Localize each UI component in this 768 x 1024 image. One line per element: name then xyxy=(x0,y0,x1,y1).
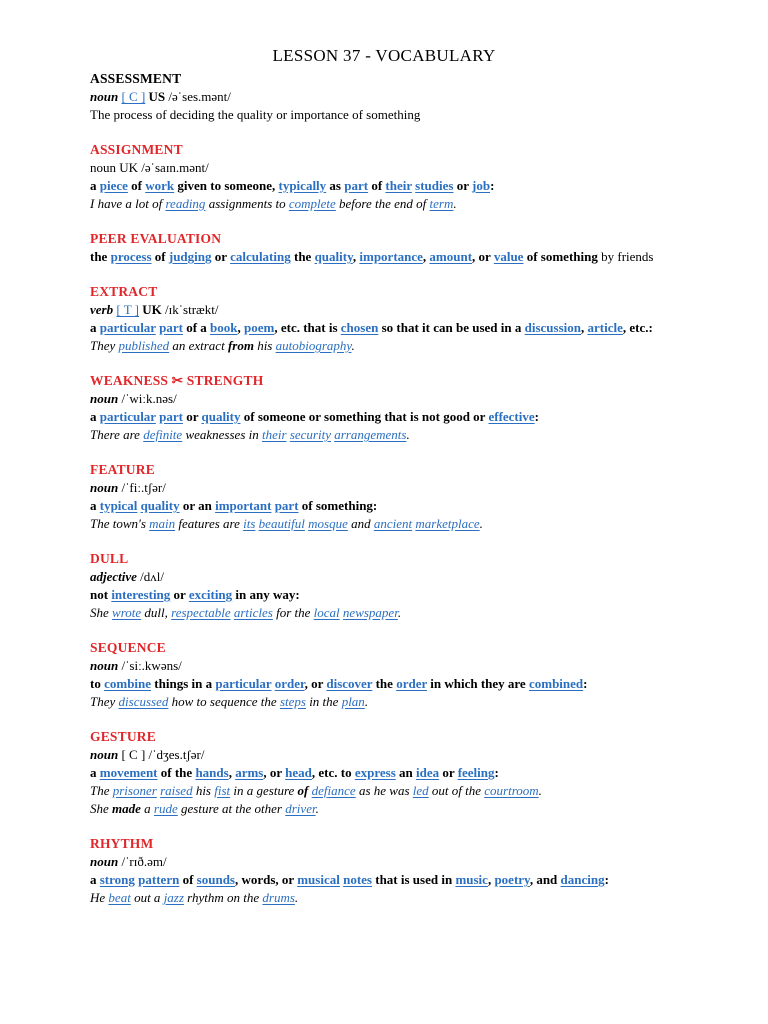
headword: ASSIGNMENT xyxy=(90,142,183,157)
text-run: or xyxy=(453,178,472,193)
dictionary-link[interactable]: ancient xyxy=(373,516,413,531)
dictionary-link[interactable]: quality xyxy=(314,249,353,264)
part-of-speech: verb xyxy=(90,302,114,317)
text-run: /dʌl/ xyxy=(136,569,165,584)
dictionary-link[interactable]: order xyxy=(274,676,305,691)
headword: WEAKNESS xyxy=(90,373,169,388)
dictionary-link[interactable]: arms xyxy=(235,765,264,780)
text-run: of something xyxy=(523,249,602,264)
keyword-bold: from xyxy=(227,338,254,353)
text-run: of xyxy=(151,249,169,264)
dictionary-link[interactable]: local xyxy=(313,605,340,620)
headword: DULL xyxy=(90,551,129,566)
part-of-speech: noun xyxy=(90,747,119,762)
text-run: She xyxy=(90,605,113,620)
text-run: , etc. that is xyxy=(274,320,341,335)
dictionary-link[interactable]: arrangements xyxy=(334,427,407,442)
part-of-speech: adjective xyxy=(90,569,137,584)
dictionary-link[interactable]: music xyxy=(455,872,488,887)
text-run: The xyxy=(90,783,113,798)
headword-line xyxy=(90,835,678,853)
headword-line xyxy=(90,550,678,568)
dictionary-link[interactable]: articles xyxy=(233,605,273,620)
dictionary-link[interactable]: process xyxy=(110,249,152,264)
text-run: in which they are xyxy=(427,676,529,691)
dictionary-link[interactable]: their xyxy=(262,427,287,442)
example-sentence xyxy=(90,889,678,907)
text-run: , xyxy=(228,765,236,780)
text-run: . xyxy=(406,427,410,442)
text-run: , or xyxy=(304,676,327,691)
text-run: out of the xyxy=(428,783,485,798)
text-run: or xyxy=(182,409,202,424)
text-run: given to someone, xyxy=(174,178,279,193)
dictionary-link[interactable]: work xyxy=(145,178,175,193)
headword: RHYTHM xyxy=(90,836,154,851)
headword: FEATURE xyxy=(90,462,155,477)
dictionary-link[interactable]: led xyxy=(412,783,429,798)
headword-line xyxy=(90,141,678,159)
text-run: There are xyxy=(90,427,144,442)
text-run: . xyxy=(364,694,369,709)
vocabulary-entry xyxy=(90,835,678,907)
dictionary-link[interactable]: calculating xyxy=(230,249,291,264)
keyword-bold: made xyxy=(112,801,141,816)
keyword-bold: of xyxy=(297,783,309,798)
headword-line xyxy=(90,461,678,479)
dictionary-link[interactable]: its xyxy=(243,516,256,531)
dictionary-link[interactable]: musical xyxy=(297,872,340,887)
definition xyxy=(90,497,678,515)
definition xyxy=(90,871,678,889)
dictionary-link[interactable]: strong xyxy=(99,872,135,887)
text-run: The process of deciding the quality or importance of something xyxy=(90,107,421,122)
dictionary-link[interactable]: term xyxy=(429,196,454,211)
dictionary-link[interactable]: mosque xyxy=(308,516,348,531)
text-run: the xyxy=(90,249,111,264)
text-run: of something: xyxy=(298,498,378,513)
part-of-speech: noun xyxy=(90,480,119,495)
dictionary-link[interactable]: reading xyxy=(165,196,206,211)
grammar-line xyxy=(90,657,678,675)
vocabulary-entry xyxy=(90,461,678,533)
text-run: a xyxy=(90,872,100,887)
grammar-line xyxy=(90,853,678,871)
text-run: how to sequence the xyxy=(168,694,280,709)
text-run: a xyxy=(90,409,100,424)
dictionary-link[interactable]: head xyxy=(285,765,312,780)
text-run: that is used in xyxy=(371,872,456,887)
text-run: and xyxy=(347,516,374,531)
grammar-line xyxy=(90,301,678,319)
text-run: an extract xyxy=(169,338,228,353)
dictionary-link[interactable]: their xyxy=(385,178,412,193)
dictionary-link[interactable]: driver xyxy=(285,801,316,816)
vocabulary-entry xyxy=(90,372,678,444)
text-run: , xyxy=(422,249,430,264)
vocabulary-entry xyxy=(90,639,678,711)
dictionary-link[interactable]: marketplace xyxy=(415,516,480,531)
dictionary-link[interactable]: prisoner xyxy=(112,783,157,798)
definition xyxy=(90,319,678,337)
dictionary-link[interactable]: piece xyxy=(99,178,128,193)
text-run: /ɪkˈstrækt/ xyxy=(161,302,219,317)
text-run: of someone or something that is not good or xyxy=(240,409,489,424)
text-run: : xyxy=(494,765,499,780)
dictionary-link[interactable]: idea xyxy=(416,765,440,780)
text-run: : xyxy=(490,178,495,193)
text-run: a xyxy=(90,178,100,193)
example-sentence xyxy=(90,782,678,800)
dictionary-link[interactable]: courtroom xyxy=(484,783,539,798)
dictionary-link[interactable]: particular xyxy=(215,676,272,691)
text-run: , etc.: xyxy=(622,320,653,335)
text-run: features are xyxy=(175,516,244,531)
dictionary-link[interactable]: combined xyxy=(528,676,584,691)
dictionary-link[interactable]: particular xyxy=(99,320,156,335)
definition xyxy=(90,177,678,195)
text-run: an xyxy=(395,765,417,780)
headword-line xyxy=(90,230,678,248)
headword: SEQUENCE xyxy=(90,640,166,655)
text-run: the xyxy=(290,249,315,264)
text-run: , etc. to xyxy=(311,765,355,780)
dictionary-link[interactable]: part xyxy=(159,320,183,335)
text-run: as he was xyxy=(355,783,413,798)
text-run: his xyxy=(192,783,215,798)
text-run: . xyxy=(397,605,402,620)
text-run: of xyxy=(127,178,146,193)
text-run: , xyxy=(487,872,495,887)
text-run: weaknesses in xyxy=(182,427,262,442)
vocabulary-entry xyxy=(90,550,678,622)
dictionary-link[interactable]: sounds xyxy=(196,872,235,887)
text-run: . xyxy=(351,338,355,353)
text-run: or an xyxy=(179,498,216,513)
vocabulary-entry xyxy=(90,230,678,266)
dictionary-link[interactable]: published xyxy=(118,338,170,353)
definition xyxy=(90,586,678,604)
dictionary-link[interactable]: beautiful xyxy=(258,516,305,531)
dictionary-link[interactable]: movement xyxy=(99,765,158,780)
example-sentence xyxy=(90,800,678,818)
vocabulary-list xyxy=(90,70,678,907)
dictionary-link[interactable]: judging xyxy=(168,249,212,264)
dictionary-link[interactable]: poetry xyxy=(494,872,530,887)
text-run: of xyxy=(368,178,386,193)
text-run: , or xyxy=(472,249,494,264)
dictionary-link[interactable]: newspaper xyxy=(342,605,398,620)
text-run: /ˈwiːk.nəs/ xyxy=(118,391,177,406)
dictionary-link[interactable]: typically xyxy=(278,178,327,193)
text-run: They xyxy=(90,338,119,353)
text-run: of a xyxy=(182,320,211,335)
grammar-code-link[interactable]: [ C ] xyxy=(121,89,146,104)
dictionary-link[interactable]: important xyxy=(215,498,272,513)
page-title: LESSON 37 - VOCABULARY xyxy=(272,46,496,65)
text-run: /ˈfiː.tʃər/ xyxy=(118,480,166,495)
text-run: so that it can be used in a xyxy=(378,320,525,335)
text-run: dull, xyxy=(141,605,172,620)
vocabulary-entry xyxy=(90,283,678,355)
definition xyxy=(90,248,678,266)
text-run: or xyxy=(170,587,189,602)
part-of-speech: noun xyxy=(90,854,119,869)
text-run: a xyxy=(90,498,100,513)
text-run: his xyxy=(253,338,276,353)
text-run: They xyxy=(90,694,119,709)
dictionary-link[interactable]: book xyxy=(210,320,238,335)
part-of-speech: noun xyxy=(90,89,119,104)
text-run: or xyxy=(439,765,458,780)
dictionary-link[interactable]: studies xyxy=(415,178,454,193)
dictionary-link[interactable]: part xyxy=(344,178,369,193)
headword: PEER EVALUATION xyxy=(90,231,222,246)
text-run: . xyxy=(453,196,457,211)
dictionary-link[interactable]: raised xyxy=(160,783,193,798)
dictionary-link[interactable]: respectable xyxy=(171,605,231,620)
example-sentence xyxy=(90,337,678,355)
text-run: : xyxy=(604,872,609,887)
text-run: to xyxy=(90,676,105,691)
definition xyxy=(90,764,678,782)
definition xyxy=(90,106,678,124)
dictionary-link[interactable]: autobiography xyxy=(275,338,352,353)
text-run: assignments to xyxy=(205,196,289,211)
dictionary-link[interactable]: amount xyxy=(429,249,473,264)
headword-line xyxy=(90,283,678,301)
text-run: : xyxy=(534,409,539,424)
dictionary-link[interactable]: particular xyxy=(99,409,156,424)
dictionary-link[interactable]: defiance xyxy=(311,783,356,798)
grammar-line xyxy=(90,390,678,408)
text-run: in the xyxy=(305,694,342,709)
headword: EXTRACT xyxy=(90,284,158,299)
grammar-code-link[interactable]: [ T ] xyxy=(116,302,139,317)
example-sentence xyxy=(90,195,678,213)
region-label: UK xyxy=(139,302,162,317)
text-run: , words, or xyxy=(234,872,298,887)
text-run: out a xyxy=(130,890,164,905)
text-run: a xyxy=(90,320,100,335)
part-of-speech: noun xyxy=(90,658,119,673)
grammar-line xyxy=(90,88,678,106)
dictionary-link[interactable]: chosen xyxy=(340,320,379,335)
dictionary-link[interactable]: notes xyxy=(343,872,372,887)
text-run: [ C ] /ˈdʒes.tʃər/ xyxy=(118,747,205,762)
dictionary-link[interactable]: value xyxy=(493,249,524,264)
dictionary-link[interactable]: plan xyxy=(341,694,365,709)
dictionary-link[interactable]: discussion xyxy=(524,320,581,335)
text-run: a xyxy=(90,765,100,780)
antonym-label: ✂ STRENGTH xyxy=(168,373,264,388)
dictionary-link[interactable]: article xyxy=(587,320,623,335)
text-run: the xyxy=(372,676,397,691)
dictionary-link[interactable]: rude xyxy=(153,801,178,816)
dictionary-link[interactable]: main xyxy=(149,516,176,531)
dictionary-link[interactable]: importance xyxy=(359,249,423,264)
dictionary-link[interactable]: dancing xyxy=(560,872,605,887)
text-run: as xyxy=(326,178,345,193)
text-run: in a gesture xyxy=(230,783,298,798)
definition-text: by friends xyxy=(601,249,654,264)
text-run: /ˈsiː.kwəns/ xyxy=(118,658,182,673)
text-run: : xyxy=(583,676,588,691)
dictionary-link[interactable]: interesting xyxy=(111,587,171,602)
dictionary-link[interactable]: express xyxy=(354,765,396,780)
dictionary-link[interactable]: poem xyxy=(244,320,275,335)
region-label: US xyxy=(145,89,166,104)
text-run: rhythm on the xyxy=(183,890,263,905)
text-run: . xyxy=(479,516,483,531)
text-run: He xyxy=(90,890,109,905)
dictionary-link[interactable]: discussed xyxy=(118,694,169,709)
example-sentence xyxy=(90,515,678,533)
headword-line xyxy=(90,372,678,390)
text-run: , and xyxy=(529,872,561,887)
text-run: , xyxy=(352,249,360,264)
text-run: . xyxy=(294,890,299,905)
dictionary-link[interactable]: feeling xyxy=(457,765,495,780)
text-run: things in a xyxy=(151,676,216,691)
text-run: I have a lot of xyxy=(90,196,166,211)
text-run: in any way: xyxy=(232,587,300,602)
dictionary-link[interactable]: jazz xyxy=(163,890,184,905)
dictionary-link[interactable]: part xyxy=(159,409,183,424)
text-run: /əˈses.mənt/ xyxy=(165,89,231,104)
text-run: before the end of xyxy=(335,196,430,211)
text-run: noun UK /əˈsaɪn.mənt/ xyxy=(90,160,209,175)
text-run: or xyxy=(211,249,231,264)
dictionary-link[interactable]: complete xyxy=(288,196,336,211)
dictionary-link[interactable]: security xyxy=(289,427,331,442)
grammar-line xyxy=(90,568,678,586)
part-of-speech: noun xyxy=(90,391,119,406)
dictionary-link[interactable]: drums xyxy=(262,890,295,905)
example-sentence xyxy=(90,693,678,711)
text-run: not xyxy=(90,587,112,602)
definition xyxy=(90,675,678,693)
dictionary-link[interactable]: wrote xyxy=(112,605,142,620)
example-sentence xyxy=(90,426,678,444)
text-run: . xyxy=(315,801,319,816)
grammar-line xyxy=(90,159,678,177)
text-run: a xyxy=(140,801,154,816)
text-run: , xyxy=(237,320,244,335)
vocabulary-entry xyxy=(90,70,678,124)
headword-line xyxy=(90,728,678,746)
dictionary-link[interactable]: steps xyxy=(279,694,306,709)
definition xyxy=(90,408,678,426)
text-run: . xyxy=(538,783,542,798)
dictionary-link[interactable]: part xyxy=(274,498,299,513)
grammar-line xyxy=(90,479,678,497)
dictionary-link[interactable]: combine xyxy=(104,676,152,691)
vocabulary-entry xyxy=(90,728,678,818)
dictionary-link[interactable]: definite xyxy=(143,427,183,442)
dictionary-link[interactable]: quality xyxy=(201,409,241,424)
dictionary-link[interactable]: job xyxy=(472,178,491,193)
headword-line xyxy=(90,639,678,657)
dictionary-link[interactable]: quality xyxy=(140,498,180,513)
dictionary-link[interactable]: order xyxy=(396,676,427,691)
dictionary-link[interactable]: pattern xyxy=(138,872,180,887)
grammar-line xyxy=(90,746,678,764)
text-run: The town's xyxy=(90,516,150,531)
text-run: , or xyxy=(263,765,286,780)
text-run: gesture at the other xyxy=(177,801,286,816)
headword-line xyxy=(90,70,678,88)
example-sentence xyxy=(90,604,678,622)
text-run: /ˈrɪð.əm/ xyxy=(118,854,167,869)
vocabulary-entry xyxy=(90,141,678,213)
dictionary-link[interactable]: beat xyxy=(108,890,131,905)
headword: GESTURE xyxy=(90,729,156,744)
dictionary-link[interactable]: fist xyxy=(214,783,231,798)
dictionary-link[interactable]: effective xyxy=(488,409,535,424)
dictionary-link[interactable]: hands xyxy=(195,765,229,780)
text-run: , xyxy=(581,320,588,335)
text-run: of xyxy=(179,872,197,887)
dictionary-link[interactable]: discover xyxy=(326,676,373,691)
text-run: She xyxy=(90,801,113,816)
text-run: of the xyxy=(157,765,196,780)
dictionary-link[interactable]: typical xyxy=(99,498,138,513)
headword: ASSESSMENT xyxy=(90,71,182,86)
text-run: for the xyxy=(272,605,314,620)
dictionary-link[interactable]: exciting xyxy=(188,587,233,602)
